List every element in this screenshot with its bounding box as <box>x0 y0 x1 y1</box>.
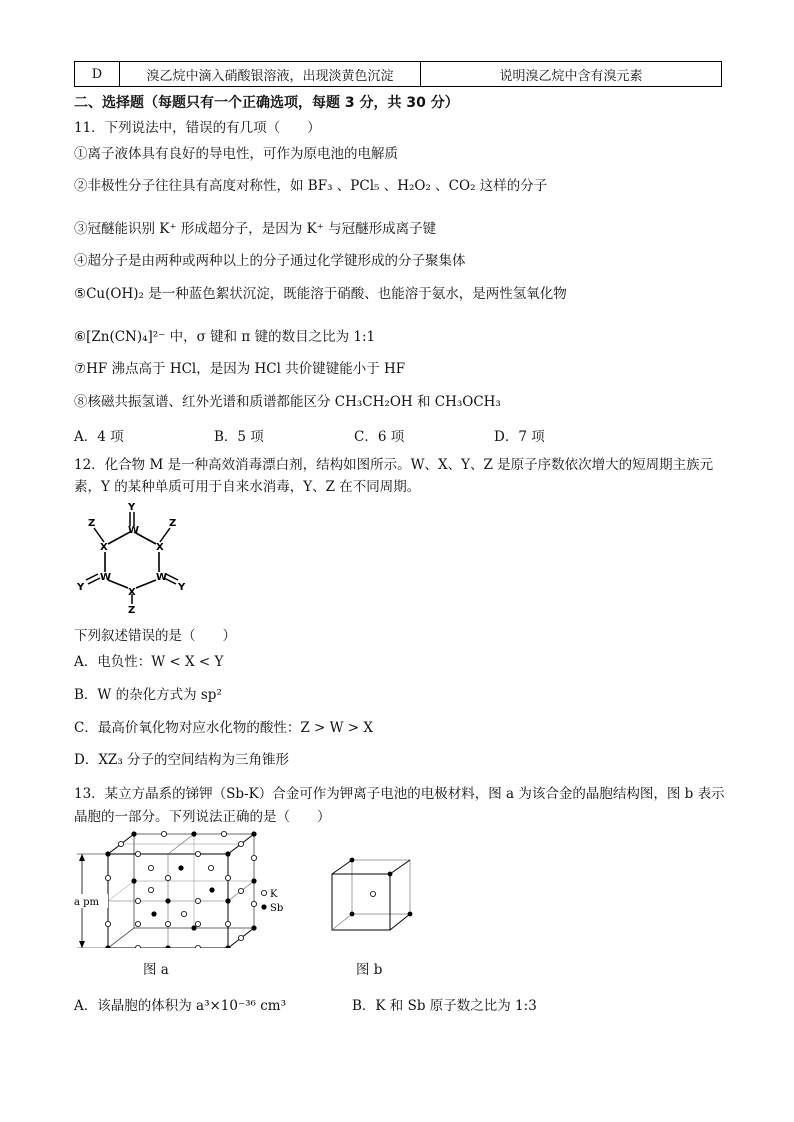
atom-label-y: Y <box>128 502 136 513</box>
legend-sb-label: Sb <box>270 903 284 914</box>
atom-label-w: W <box>156 572 168 583</box>
q12-option-d: D．XZ₃ 分子的空间结构为三角锥形 <box>74 752 290 768</box>
q13-stem-line-1: 13．某立方晶系的锑钾（Sb-K）合金可作为钾离子电池的电极材料，图 a 为该合金的晶胞结构图，图 b 表示 <box>74 786 725 802</box>
q12-question: 下列叙述错误的是（ ） <box>74 628 236 644</box>
figure-legend <box>258 886 298 916</box>
q12-option-a: A．电负性：W < X < Y <box>74 654 224 670</box>
q11-item-2: ②非极性分子往往具有高度对称性，如 BF₃ 、PCl₅ 、H₂O₂ 、CO₂ 这样的分子 <box>74 178 548 194</box>
figure-a-caption: 图 a <box>143 962 169 978</box>
q11-option-b: B．5 项 <box>214 429 264 445</box>
q11-item-1: ①离子液体具有良好的导电性，可作为原电池的电解质 <box>74 146 398 162</box>
atom-label-z: Z <box>88 518 96 529</box>
table-cell-conclusion: 说明溴乙烷中含有溴元素 <box>421 62 722 87</box>
legend-k-label: K <box>270 889 278 900</box>
atom-label-w: W <box>128 525 140 536</box>
answer-table <box>74 61 722 87</box>
atom-label-x: X <box>156 542 164 553</box>
q11-item-5: ⑤Cu(OH)₂ 是一种蓝色絮状沉淀，既能溶于硝酸、也能溶于氨水，是两性氢氧化物 <box>74 286 567 302</box>
q13-stem-line-2: 晶胞的一部分。下列说法正确的是（ ） <box>74 809 331 825</box>
q12-stem-line-2: 素，Y 的某种单质可用于自来水消毒，Y、Z 在不同周期。 <box>74 479 421 495</box>
q11-option-c: C．6 项 <box>354 429 405 445</box>
q11-item-3: ③冠醚能识别 K⁺ 形成超分子，是因为 K⁺ 与冠醚形成离子键 <box>74 221 437 237</box>
figure-b-partial-cell <box>328 856 418 936</box>
atom-label-y: Y <box>77 582 85 593</box>
atom-label-w: W <box>100 572 112 583</box>
q11-option-d: D．7 项 <box>494 429 545 445</box>
atom-label-x: X <box>128 587 136 598</box>
q11-item-7: ⑦HF 沸点高于 HCl，是因为 HCl 共价键键能小于 HF <box>74 361 406 377</box>
q13-option-b: B．K 和 Sb 原子数之比为 1:3 <box>352 998 537 1014</box>
q12-option-c: C．最高价氧化物对应水化物的酸性：Z > W > X <box>74 720 373 736</box>
atom-label-z: Z <box>169 518 177 529</box>
atom-label-z: Z <box>128 605 136 614</box>
q13-option-a: A．该晶胞的体积为 a³×10⁻³⁶ cm³ <box>74 998 287 1014</box>
atom-label-x: X <box>100 542 108 553</box>
table-cell-operation: 溴乙烷中滴入硝酸银溶液，出现淡黄色沉淀 <box>120 62 421 87</box>
q11-item-8: ⑧核磁共振氢谱、红外光谱和质谱都能区分 CH₃CH₂OH 和 CH₃OCH₃ <box>74 394 501 410</box>
q12-stem-line-1: 12．化合物 M 是一种高效消毒漂白剂，结构如图所示。W、X、Y、Z 是原子序数依次增大的短周期主族元 <box>74 457 714 473</box>
q11-stem: 11．下列说法中，错误的有几项（ ） <box>74 120 321 136</box>
q11-item-6: ⑥[Zn(CN)₄]²⁻ 中，σ 键和 π 键的数目之比为 1:1 <box>74 329 376 345</box>
section-heading: 二、选择题（每题只有一个正确选项，每题 3 分，共 30 分） <box>74 95 459 111</box>
figure-b-caption: 图 b <box>356 962 383 978</box>
table-row <box>75 62 722 87</box>
q11-option-a: A．4 项 <box>74 429 124 445</box>
atom-label-y: Y <box>178 582 186 593</box>
q12-option-b: B．W 的杂化方式为 sp² <box>74 687 222 703</box>
dimension-label: a pm <box>74 897 100 908</box>
structure-diagram <box>74 502 194 614</box>
table-cell-letter: D <box>75 62 120 87</box>
q11-item-4: ④超分子是由两种或两种以上的分子通过化学键形成的分子聚集体 <box>74 253 466 269</box>
